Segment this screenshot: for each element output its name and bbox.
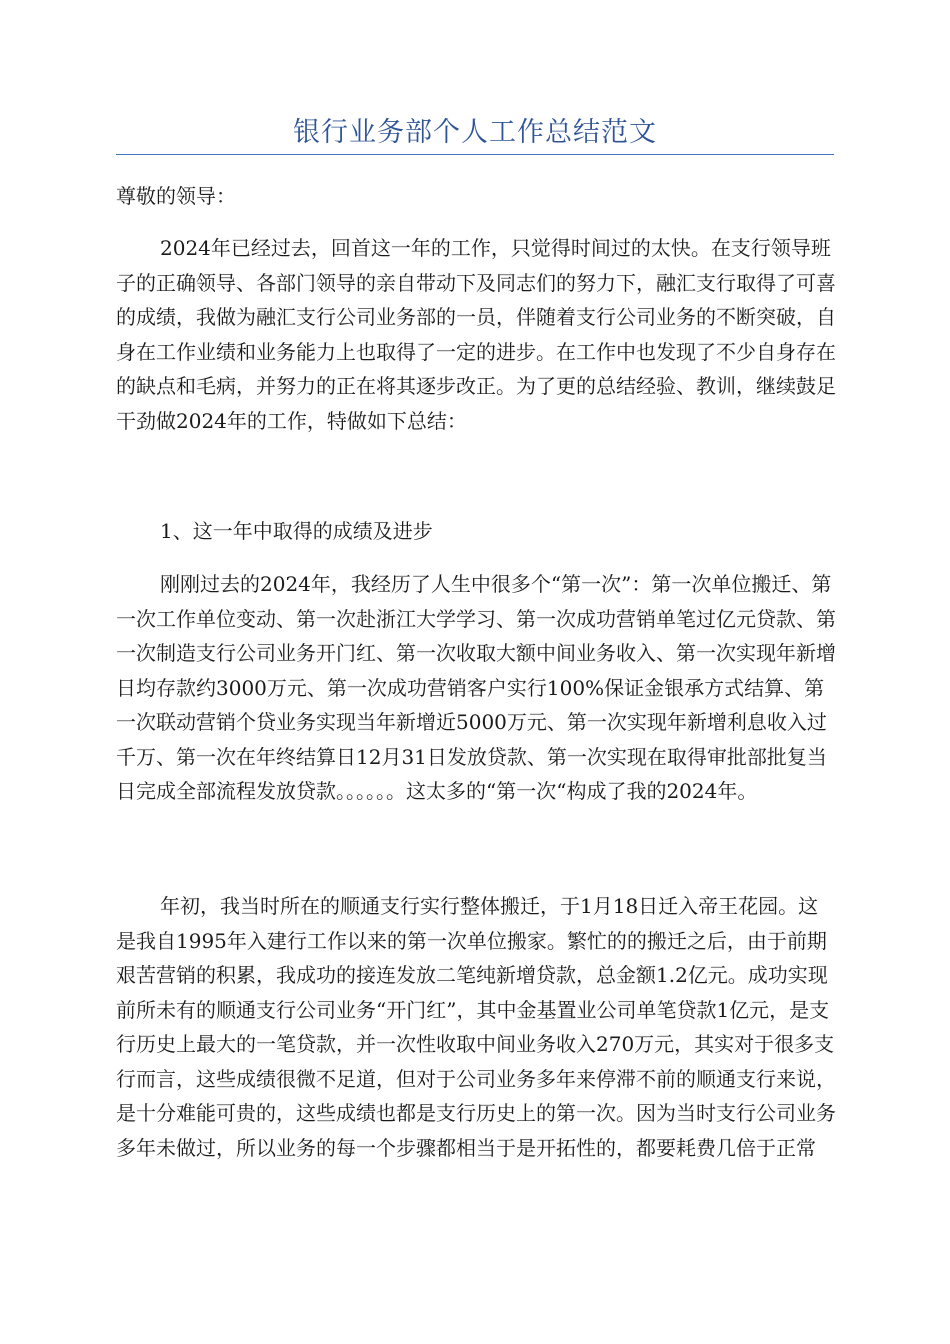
paragraph-early-year: 年初，我当时所在的顺通支行实行整体搬迁，于1月18日迁入帝王花园。这是我自1995年入建行工作以来的第一次单位搬家。繁忙的的搬迁之后，由于前期艰苦营销的积累，我成功的接连发放二笔纯新增贷款，总金额1.2亿元。成功实现前所未有的顺通支行公司业务“开门红”，其中金基置业公司单笔贷款1亿元，是支行历史上最大的一笔贷款，并一次性收取中间业务收入270万元，其实对于很多支行而言，这些成绩很微不足道，但对于公司业务多年来停滞不前的顺通支行来说，是十分难能可贵的，这些成绩也都是支行历史上的第一次。因为当时支行公司业务多年未做过，所以业务的每一个步骤都相当于是开拓性的，都要耗费几倍于正常 <box>116 894 836 1160</box>
document-title: 银行业务部个人工作总结范文 <box>293 117 657 148</box>
greeting-line: 尊敬的领导： <box>116 184 236 208</box>
paragraph-firsts: 刚刚过去的2024年，我经历了人生中很多个“第一次”：第一次单位搬迁、第一次工作单位变动、第一次赴浙江大学学习、第一次成功营销单笔过亿元贷款、第一次制造支行公司业务开门红、第一次收取大额中间业务收入、第一次实现年新增日均存款约3000万元、第一次成功营销客户实行100%保证金银承方式结算、第一次联动营销个贷业务实现当年新增近5000万元、第一次实现年新增利息收入过千万、第一次在年终结算日12月31日发放贷款、第一次实现在取得审批部批复当日完成全部流程发放贷款。。。。。。这太多的“第一次“构成了我的2024年。 <box>116 572 836 803</box>
section-heading-achievements: 1、这一年中取得的成绩及进步 <box>160 519 433 543</box>
paragraph-intro: 2024年已经过去，回首这一年的工作，只觉得时间过的太快。在支行领导班子的正确领导、各部门领导的亲自带动下及同志们的努力下，融汇支行取得了可喜的成绩，我做为融汇支行公司业务部的一员，伴随着支行公司业务的不断突破，自身在工作业绩和业务能力上也取得了一定的进步。在工作中也发现了不少自身存在的缺点和毛病，并努力的正在将其逐步改正。为了更的总结经验、教训，继续鼓足干劲做2024年的工作，特做如下总结： <box>116 236 836 433</box>
title-underline <box>116 154 834 155</box>
